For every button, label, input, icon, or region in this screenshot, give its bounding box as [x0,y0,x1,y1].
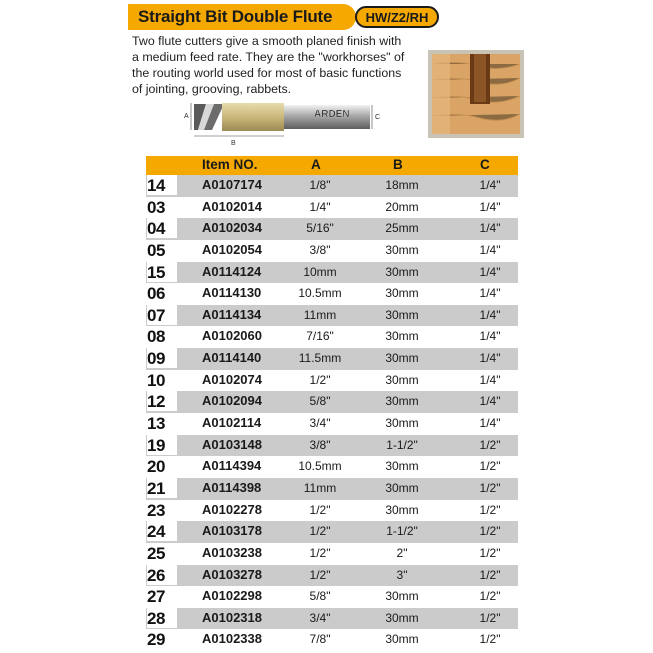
header-item-no: Item NO. [202,157,258,172]
spec-badge-label: HW/Z2/RH [365,10,429,25]
dim-a: 11.5mm [298,351,342,366]
dimension-label-b: B [231,140,236,147]
table-row [146,521,518,543]
dim-a: 11mm [303,480,337,495]
row-number: 23 [147,500,177,520]
dim-a: 3/4" [309,416,331,431]
table-row [146,197,518,219]
dim-c: 1/2" [479,545,501,560]
dim-c: 1/2" [479,502,501,517]
dim-a: 1/2" [309,502,331,517]
spec-badge [355,6,439,28]
row-number: 04 [147,218,177,238]
dim-c: 1/4" [479,178,501,192]
table-row [146,456,518,478]
cut-profile-image [428,50,524,138]
dim-b: 2" [396,545,408,560]
dim-b: 30mm [385,459,419,474]
page-title: Straight Bit Double Flute [138,7,333,26]
dim-b: 30mm [385,351,419,366]
table-row [146,370,518,392]
dim-a: 3/4" [309,610,331,625]
item-number: A0103278 [202,566,262,582]
row-number: 09 [147,348,177,368]
table-row [146,586,518,608]
item-number: A0114394 [202,458,262,474]
dim-a: 10.5mm [298,286,342,301]
dim-b: 30mm [385,307,419,322]
dim-c: 1/4" [479,307,501,322]
table-row [146,391,518,413]
row-number: 05 [147,240,177,260]
row-number: 21 [147,478,177,498]
item-number: A0102338 [202,631,262,647]
row-number: 03 [147,197,177,217]
dim-c: 1/4" [479,286,501,301]
description-line: Two flute cutters give a smooth planed finish with [132,34,402,48]
table-row [146,435,518,457]
dim-c: 1/4" [479,221,501,236]
item-number: A0102114 [202,415,262,431]
dimension-label-a: A [184,113,189,120]
table-row [146,218,518,240]
dim-b: 30mm [385,242,419,257]
spec-table [146,156,518,651]
item-number: A0102014 [202,198,262,214]
dim-a: 1/2" [309,545,331,560]
dim-a: 1/2" [309,567,331,582]
item-number: A0103178 [202,523,262,539]
table-row [146,175,518,197]
dim-a: 5/8" [309,394,331,409]
dim-c: 1/4" [479,372,501,387]
dim-c: 1/2" [479,589,501,604]
table-row [146,565,518,587]
dim-c: 1/4" [479,242,501,257]
dim-c: 1/2" [479,632,501,647]
item-number: A0102318 [202,609,262,625]
dim-b: 25mm [385,221,419,236]
description-line: a medium feed rate. They are the "workhorses" of [132,50,405,64]
dim-c: 1/2" [479,567,501,582]
dim-a: 1/2" [309,524,331,539]
table-row [146,326,518,348]
dim-c: 1/2" [479,437,501,452]
header-c: C [480,157,490,172]
carbide-cutter [194,104,224,130]
dim-a: 7/8" [309,632,331,647]
row-number: 29 [147,629,177,649]
dim-c: 1/2" [479,459,501,474]
dim-c: 1/2" [479,480,501,495]
bit-body [222,103,284,131]
row-number: 19 [147,435,177,455]
item-number: A0114398 [202,479,262,495]
dim-a: 1/4" [309,199,331,214]
row-number: 25 [147,543,177,563]
table-row [146,500,518,522]
table-row [146,348,518,370]
item-number: A0114140 [202,350,262,366]
dim-b: 30mm [385,480,419,495]
dim-a: 11mm [303,307,337,322]
row-number: 27 [147,586,177,606]
dim-c: 1/4" [479,416,501,431]
dim-b: 1-1/2" [386,437,418,452]
item-number: A0114134 [202,306,262,322]
table-row [146,543,518,565]
row-number: 28 [147,608,177,628]
item-number: A0102060 [202,328,262,344]
table-row [146,413,518,435]
dim-b: 30mm [385,610,419,625]
dim-b: 30mm [385,372,419,387]
item-number: A0114130 [202,285,262,301]
row-number: 07 [147,305,177,325]
row-number: 26 [147,565,177,585]
row-number: 20 [147,456,177,476]
header-a: A [311,157,321,172]
dim-a: 10.5mm [298,459,342,474]
dim-b: 30mm [385,264,419,279]
row-number: 08 [147,326,177,346]
item-number: A0102054 [202,241,262,257]
dim-b: 20mm [385,199,419,214]
table-row [146,629,518,651]
router-bit-diagram [176,100,386,150]
dim-b: 30mm [385,286,419,301]
table-row [146,305,518,327]
item-number: A0103148 [202,436,262,452]
row-number: 06 [147,283,177,303]
row-number: 10 [147,370,177,390]
item-number: A0102298 [202,588,262,604]
dim-c: 1/4" [479,394,501,409]
table-row [146,283,518,305]
dim-a: 5/8" [309,589,331,604]
row-number: 14 [147,175,177,195]
table-row [146,478,518,500]
dim-c: 1/4" [479,199,501,214]
row-number: 12 [147,391,177,411]
table-header [146,156,518,175]
dim-a: 1/8" [309,178,331,192]
dim-c: 1/4" [479,329,501,344]
item-number: A0102278 [202,501,262,517]
dim-c: 1/2" [479,610,501,625]
dim-b: 30mm [385,502,419,517]
item-number: A0107174 [202,177,262,192]
dim-b: 30mm [385,416,419,431]
header-b: B [393,157,403,172]
row-number: 24 [147,521,177,541]
product-description [132,33,422,97]
description-line: the routing world used for most of basic functions [132,66,402,80]
dim-b: 30mm [385,394,419,409]
dimension-label-c: C [375,114,381,121]
brand-label: ARDEN [314,109,350,120]
dim-a: 5/16" [306,221,334,236]
row-number: 13 [147,413,177,433]
dim-b: 3" [396,567,408,582]
dim-b: 18mm [385,178,419,192]
dim-a: 3/8" [309,437,331,452]
dim-b: 1-1/2" [386,524,418,539]
dim-c: 1/4" [479,264,501,279]
dim-c: 1/4" [479,351,501,366]
title-bar [128,4,356,30]
table-row [146,240,518,262]
dim-b: 30mm [385,589,419,604]
dim-a: 10mm [303,264,337,279]
description-line: of jointing, grooving, rabbets. [132,82,292,96]
row-number: 15 [147,262,177,282]
dim-c: 1/2" [479,524,501,539]
table-row [146,608,518,630]
dim-b: 30mm [385,329,419,344]
item-number: A0102034 [202,220,262,236]
dim-a: 1/2" [309,372,331,387]
dim-a: 7/16" [306,329,334,344]
table-row [146,262,518,284]
dim-a: 3/8" [309,242,331,257]
item-number: A0102094 [202,393,262,409]
item-number: A0102074 [202,371,262,387]
item-number: A0114124 [202,263,262,279]
dim-b: 30mm [385,632,419,647]
item-number: A0103238 [202,544,262,560]
